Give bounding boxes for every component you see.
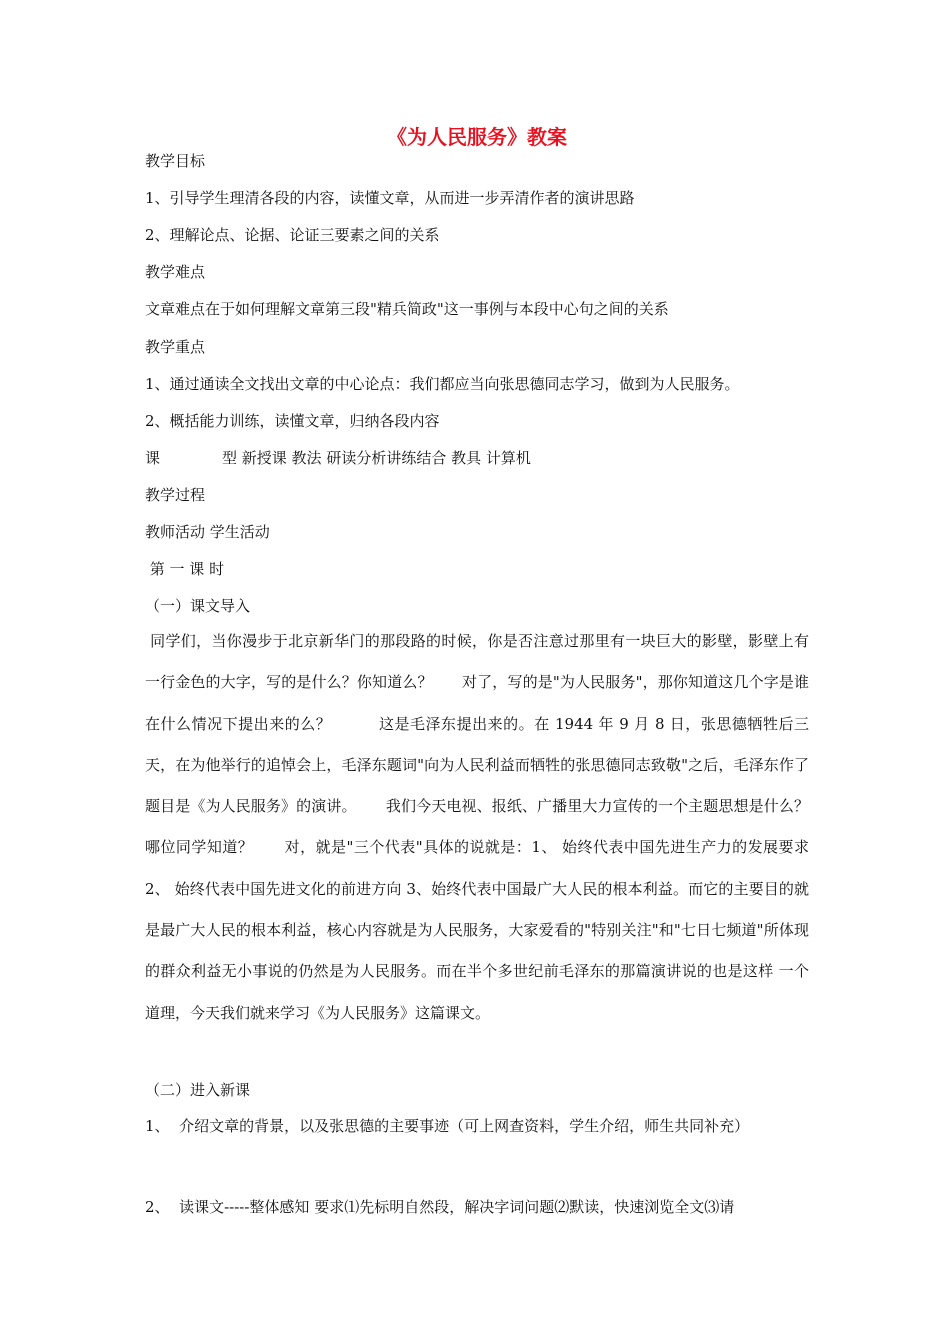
process-heading: 教学过程 <box>145 486 206 504</box>
difficulty-text: 文章难点在于如何理解文章第三段"精兵简政"这一事例与本段中心句之间的关系 <box>145 300 669 318</box>
goal-item-2: 2、理解论点、论据、论证三要素之间的关系 <box>145 226 440 244</box>
activities-header: 教师活动 学生活动 <box>145 523 270 541</box>
key-point-2: 2、概括能力训练，读懂文章，归纳各段内容 <box>145 412 440 430</box>
page-title: 《为人民服务》教案 <box>387 125 567 149</box>
difficulty-heading: 教学难点 <box>145 263 206 281</box>
section-new-lesson-heading: （二）进入新课 <box>145 1081 251 1099</box>
goal-item-1: 1、引导学生理清各段的内容，读懂文章，从而进一步弄清作者的演讲思路 <box>145 189 635 207</box>
section-intro-heading: （一）课文导入 <box>145 597 251 615</box>
course-type-line <box>145 448 531 468</box>
step-item-1: 1、 介绍文章的背景，以及张思德的主要事迹（可上网查资料，学生介绍，师生共同补充） <box>145 1117 750 1135</box>
step-item-2: 2、 读课文-----整体感知 要求⑴先标明自然段，解决字词问题⑵默读，快速浏览全文⑶请 <box>145 1198 735 1216</box>
lesson-one-heading: 第 一 课 时 <box>145 560 225 578</box>
course-type-details: 型 新授课 教法 研读分析讲练结合 教具 计算机 <box>222 449 531 467</box>
goals-heading: 教学目标 <box>145 152 206 170</box>
intro-paragraph: 同学们，当你漫步于北京新华门的那段路的时候，你是否注意过那里有一块巨大的影壁，影壁上有一行金色的大字，写的是什么？你知道么？ 对了，写的是"为人民服务"，那你知道这几个字是谁在什么情况下提出来的么？ 这是毛泽东提出来的。在 1944 年 9 月 8 日，张思德牺牲后三天，在为他举行的追悼会上，毛泽东题词"向为人民利益而牺牲的张思德同志致敬"之后，毛泽东作了题目是《为人民服务》的演讲。 我们今天电视、报纸、广播里大力宣传的一个主题思想是什么？哪位同学知道？ 对，就是"三个代表"具体的说就是：1、 始终代表中国先进生产力的发展要求 2、 始终代表中国先进文化的前进方向 3、始终代表中国最广大人民的根本利益。而它的主要目的就是最广大人民的根本利益，核心内容就是为人民服务，大家爱看的"特别关注"和"七日七频道"所体现的群众利益无小事说的仍然是为人民服务。而在半个多世纪前毛泽东的那篇演讲说的也是这样 一个道理，今天我们就来学习《为人民服务》这篇课文。 <box>145 632 814 1022</box>
course-type-prefix: 课 <box>145 449 161 467</box>
key-point-1: 1、通过通读全文找出文章的中心论点：我们都应当向张思德同志学习，做到为人民服务。 <box>145 375 740 393</box>
key-points-heading: 教学重点 <box>145 338 206 356</box>
